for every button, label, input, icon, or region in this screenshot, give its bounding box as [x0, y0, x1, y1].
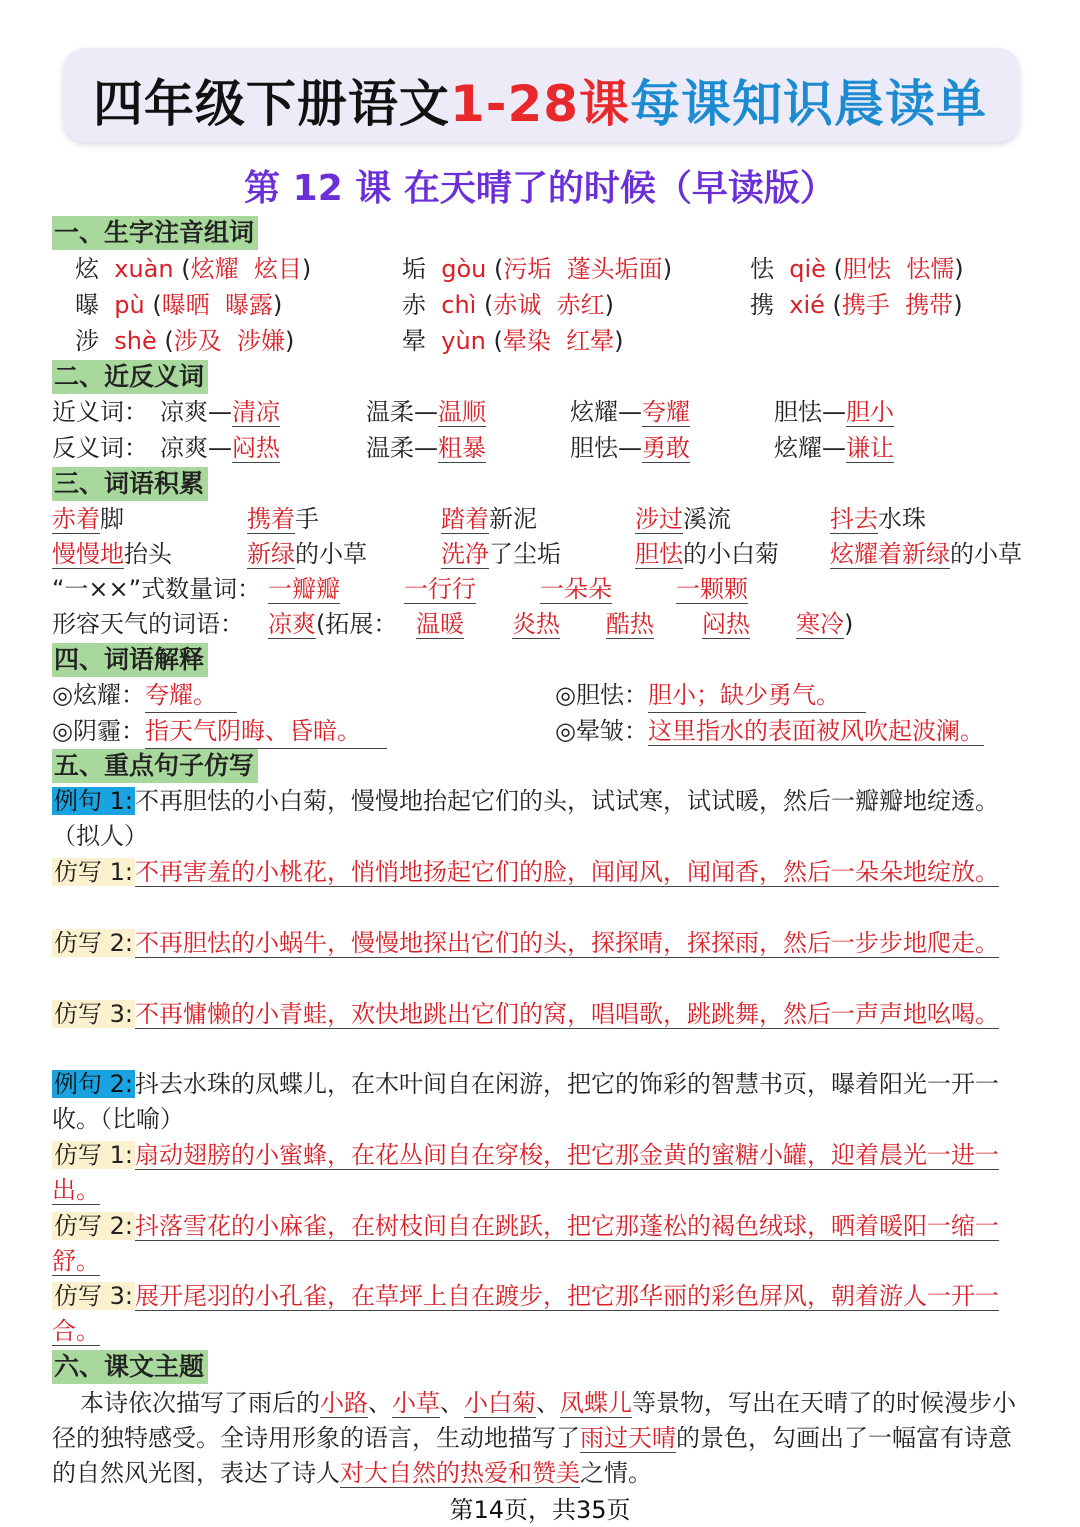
- section-heading-explanations: 四、词语解释: [52, 643, 208, 677]
- weather-ext-word: 酷热: [606, 610, 654, 638]
- quantifier-word: 一瓣瓣: [268, 575, 340, 603]
- weather-ext-word: 寒冷): [796, 610, 854, 638]
- char-entry: 炫 xuàn (炫耀 炫目): [75, 255, 312, 283]
- phrase-item: 新绿的小草: [247, 540, 367, 568]
- imitation-sentence: 仿写 3:不再慵懒的小青蛙，欢快地跳出它们的窝，唱唱歌，跳跳舞，然后一声声地吆喝。: [54, 1000, 999, 1028]
- weather-label: 形容天气的词语：: [52, 610, 244, 638]
- imitation-label: 仿写 3:: [54, 1000, 133, 1028]
- weather-word: 凉爽(拓展：: [268, 610, 398, 638]
- antonym-pair: 炫耀—谦让: [774, 434, 894, 462]
- imitation-sentence: 仿写 2:不再胆怯的小蜗牛，慢慢地探出它们的头，探探晴，探探雨，然后一步步地爬走。: [54, 929, 999, 957]
- page-title: [0, 64, 1080, 136]
- phrase-item: 胆怯的小白菊: [635, 540, 779, 568]
- title-part-lessons: 1-28课: [449, 75, 631, 133]
- weather-ext-word: 闷热: [702, 610, 750, 638]
- phrase-item: 炫耀着新绿的小草: [830, 540, 1022, 568]
- quantifier-label: “一××”式数量词：: [52, 575, 262, 603]
- title-part-grade: 四年级下册语文: [92, 75, 450, 133]
- imitation-sentence: 仿写 3:展开尾羽的小孔雀，在草坪上自在踱步，把它那华丽的彩色屏风，朝着游人一开一合。: [52, 1282, 999, 1345]
- quantifier-word: 一颗颗: [676, 575, 748, 603]
- example-label: 例句 2:: [54, 1070, 133, 1098]
- synonym-pair: 温柔—温顺: [366, 398, 486, 426]
- char-entry: 晕 yùn (晕染 红晕): [402, 327, 624, 355]
- imitation-sentence: 仿写 1:不再害羞的小桃花，悄悄地扬起它们的脸，闻闻风，闻闻香，然后一朵朵地绽放。: [54, 858, 999, 886]
- explanation-item: ◎胆怯：胆小；缺少勇气。: [555, 678, 866, 713]
- antonym-label: 反义词：: [52, 434, 148, 462]
- antonym-pair: 凉爽—闷热: [160, 434, 280, 462]
- phrase-item: 携着手: [247, 505, 319, 533]
- imitation-sentence: 仿写 1:扇动翅膀的小蜜蜂，在花丛间自在穿梭，把它那金黄的蜜糖小罐，迎着晨光一进一出。: [52, 1141, 999, 1204]
- char-entry: 曝 pù (曝晒 曝露): [75, 291, 283, 319]
- phrase-item: 涉过溪流: [635, 505, 731, 533]
- antonym-pair: 温柔—粗暴: [366, 434, 486, 462]
- imitation-label: 仿写 1:: [54, 858, 133, 886]
- phrase-item: 抖去水珠: [830, 505, 926, 533]
- imitation-label: 仿写 3:: [54, 1282, 133, 1310]
- imitation-label: 仿写 2:: [54, 1212, 133, 1240]
- theme-paragraph: 本诗依次描写了雨后的小路、小草、小白菊、凤蝶儿等景物，写出在天晴了的时候漫步小径的独特感受。全诗用形象的语言，生动地描写了雨过天晴的景色，勾画出了一幅富有诗意的自然风光图，表达了诗人对大自然的热爱和赞美之情。: [52, 1389, 1016, 1487]
- explanation-item: ◎晕皱：这里指水的表面被风吹起波澜。: [555, 717, 984, 745]
- example-sentence-2: 例句 2:抖去水珠的凤蝶儿，在木叶间自在闲游，把它的饰彩的智慧书页，曝着阳光一开一收。（比喻）: [52, 1070, 999, 1133]
- quantifier-word: 一朵朵: [540, 575, 612, 603]
- antonym-pair: 胆怯—勇敢: [570, 434, 690, 462]
- char-entry: 赤 chì (赤诚 赤红): [402, 291, 614, 319]
- section-heading-theme: 六、课文主题: [52, 1350, 208, 1384]
- page-number: 第14页，共35页: [449, 1496, 631, 1524]
- lesson-title: 第 12 课 在天晴了的时候（早读版）: [244, 168, 836, 209]
- quantifier-word: 一行行: [404, 575, 476, 603]
- section-heading-phrases: 三、词语积累: [52, 467, 208, 501]
- explanation-item: ◎炫耀：夸耀。: [52, 678, 237, 713]
- phrase-item: 慢慢地抬头: [52, 540, 172, 568]
- title-part-reading: 每课知识晨读单: [630, 75, 988, 133]
- imitation-label: 仿写 2:: [54, 929, 133, 957]
- synonym-pair: 胆怯—胆小: [774, 398, 894, 426]
- char-entry: 携 xié (携手 携带): [750, 291, 963, 319]
- weather-ext-word: 温暖: [416, 610, 464, 638]
- char-entry: 怯 qiè (胆怯 怯懦): [750, 255, 964, 283]
- section-heading-synonyms: 二、近反义词: [52, 360, 208, 394]
- synonym-pair: 炫耀—夸耀: [570, 398, 690, 426]
- example-sentence-1: 例句 1:不再胆怯的小白菊，慢慢地抬起它们的头，试试寒，试试暖，然后一瓣瓣地绽透。（拟人）: [52, 787, 999, 850]
- section-heading-chars: 一、生字注音组词: [52, 216, 258, 250]
- explanation-item: ◎阴霾：指天气阴晦、昏暗。: [52, 714, 387, 749]
- section-heading-sentences: 五、重点句子仿写: [52, 749, 258, 783]
- imitation-sentence: 仿写 2:抖落雪花的小麻雀，在树枝间自在跳跃，把它那蓬松的褐色绒球，晒着暖阳一缩一舒。: [52, 1212, 999, 1275]
- char-entry: 涉 shè (涉及 涉嫌): [75, 327, 295, 355]
- synonym-pair: 凉爽—清凉: [160, 398, 280, 426]
- phrase-item: 赤着脚: [52, 505, 124, 533]
- phrase-item: 洗净了尘垢: [441, 540, 561, 568]
- weather-ext-word: 炎热: [512, 610, 560, 638]
- imitation-label: 仿写 1:: [54, 1141, 133, 1169]
- char-entry: 垢 gòu (污垢 蓬头垢面): [402, 255, 673, 283]
- synonym-label: 近义词：: [52, 398, 148, 426]
- phrase-item: 踏着新泥: [441, 505, 537, 533]
- example-label: 例句 1:: [54, 787, 133, 815]
